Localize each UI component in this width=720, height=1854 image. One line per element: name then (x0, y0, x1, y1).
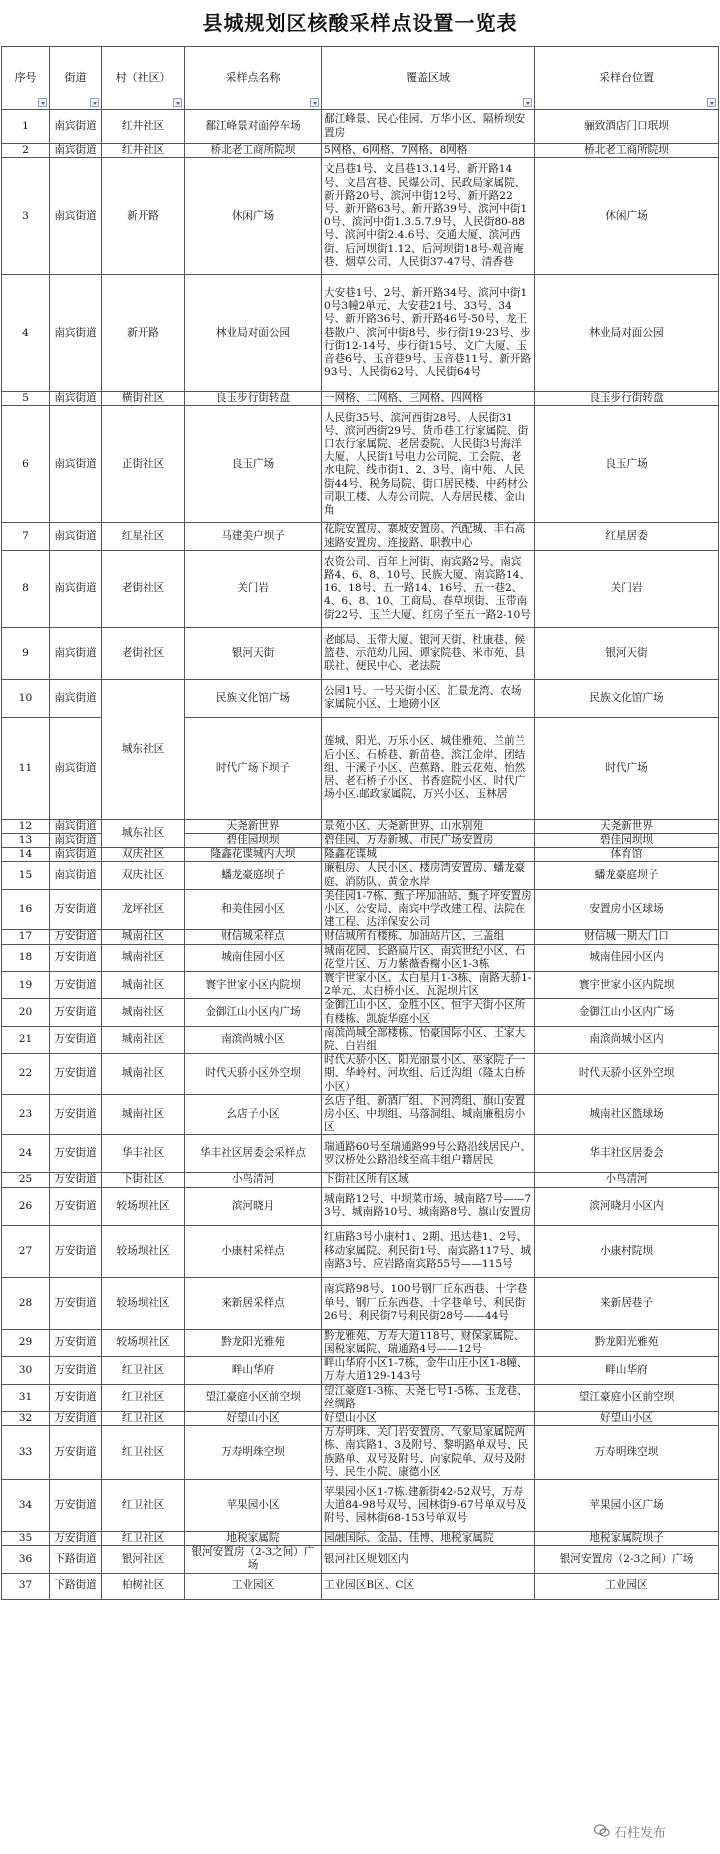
row-street: 南宾街道 (50, 679, 102, 717)
row-street: 万安街道 (50, 1094, 102, 1135)
row-no: 29 (2, 1329, 50, 1356)
row-position: 好望山小区 (535, 1411, 719, 1425)
row-village: 新开路 (102, 275, 185, 392)
filter-dropdown-icon[interactable] (310, 98, 319, 107)
row-street: 万安街道 (50, 1225, 102, 1277)
row-street: 南宾街道 (50, 717, 102, 819)
filter-dropdown-icon[interactable] (707, 98, 716, 107)
table-row (2, 1277, 719, 1329)
table-row (2, 144, 719, 158)
row-village: 横街社区 (102, 392, 185, 406)
row-village: 城南社区 (102, 944, 185, 971)
row-no: 22 (2, 1054, 50, 1095)
row-no: 4 (2, 275, 50, 392)
table-row (2, 930, 719, 944)
row-village: 城东社区 (102, 819, 185, 847)
row-coverage: 一网格、二网格、三网格、四网格 (322, 392, 535, 406)
row-position: 休闲广场 (535, 158, 719, 275)
row-coverage: 时代天骄小区、阳光丽景小区、巫家院子一期、华岭村、河坎组、后迁沟组（隆太白桥小区） (322, 1054, 535, 1095)
header-coverage[interactable]: 覆盖区域 (322, 47, 535, 110)
row-coverage: 财信城所有楼栋、加油站片区、三盖组 (322, 930, 535, 944)
table-row (2, 848, 719, 862)
row-street: 南宾街道 (50, 819, 102, 833)
row-village: 较场坝社区 (102, 1225, 185, 1277)
row-position: 关门岩 (535, 550, 719, 627)
row-village: 城南社区 (102, 1026, 185, 1053)
row-street: 南宾街道 (50, 392, 102, 406)
row-street: 万安街道 (50, 930, 102, 944)
row-no: 15 (2, 862, 50, 889)
row-no: 2 (2, 144, 50, 158)
row-street: 南宾街道 (50, 110, 102, 144)
row-position: 碧佳园坝坝 (535, 834, 719, 848)
row-no: 30 (2, 1357, 50, 1384)
row-site: 来新居采样点 (185, 1277, 322, 1329)
row-village: 城南社区 (102, 1094, 185, 1135)
wechat-icon (594, 1824, 610, 1838)
row-no: 3 (2, 158, 50, 275)
row-coverage: 园融国际、金晶、佳博、地税家属院 (322, 1531, 535, 1545)
filter-dropdown-icon[interactable] (173, 98, 182, 107)
row-village: 红卫社区 (102, 1357, 185, 1384)
row-no: 20 (2, 999, 50, 1026)
row-street: 南宾街道 (50, 523, 102, 550)
row-street: 下路街道 (50, 1573, 102, 1599)
header-street[interactable]: 街道 (50, 47, 102, 110)
row-position: 体育馆 (535, 848, 719, 862)
row-site: 华丰社区居委会采样点 (185, 1135, 322, 1173)
row-no: 6 (2, 406, 50, 523)
table-row (2, 1329, 719, 1356)
row-site: 小康村采样点 (185, 1225, 322, 1277)
row-coverage: 瑞通路60号至瑞通路99号公路沿线居民户、罗汉桥处公路沿线至高丰组户籍居民 (322, 1135, 535, 1173)
row-coverage: 黔龙雅苑、万寿大道118号、财保家属院、国税家属院、瑞通路4号——12号 (322, 1329, 535, 1356)
row-site: 滨河晓月 (185, 1187, 322, 1225)
row-no: 34 (2, 1479, 50, 1531)
row-position: 小鸟清河 (535, 1173, 719, 1187)
row-no: 31 (2, 1384, 50, 1411)
row-village: 龙坪社区 (102, 889, 185, 930)
row-site: 桥北老工商所院坝 (185, 144, 322, 158)
row-position: 时代广场 (535, 717, 719, 819)
row-coverage: 下街社区所有区域 (322, 1173, 535, 1187)
row-coverage: 万寿明珠、关门岩安置房、气象局家属院两栋、南宾路1、3及附号、黎明路单双号、民族路单、双号及附号、向家院单、双号及附号、民生小院、康德小区 (322, 1426, 535, 1480)
row-position: 林业局对面公园 (535, 275, 719, 392)
row-site: 城南佳园小区 (185, 944, 322, 971)
row-position: 地税家属院坝子 (535, 1531, 719, 1545)
row-no: 18 (2, 944, 50, 971)
row-position: 畔山华府 (535, 1357, 719, 1384)
row-village: 红卫社区 (102, 1426, 185, 1480)
row-village: 城东社区 (102, 679, 185, 819)
row-no: 7 (2, 523, 50, 550)
row-position: 黔龙阳光雅苑 (535, 1329, 719, 1356)
row-coverage: 红庙路3号小康村1、2期、迅达巷1、2号、移动家属院、利民街1号、南宾路117号、城南路3号、应岩路南宾路55号——115号 (322, 1225, 535, 1277)
row-street: 南宾街道 (50, 834, 102, 848)
table-row (2, 275, 719, 392)
table-row (2, 1479, 719, 1531)
row-coverage: 农资公司、百年上河街、南宾路2号、南宾路4、6、8、10号、民族大厦、南宾路14、16、18号、五一路14、16号、五一巷2、4、6、8、10、工商局、春草坝街、玉带南街22号、玉兰大厦、红房子至五一路2-10号 (322, 550, 535, 627)
row-site: 良玉步行街转盘 (185, 392, 322, 406)
row-no: 27 (2, 1225, 50, 1277)
row-street: 南宾街道 (50, 406, 102, 523)
row-village: 城南社区 (102, 1054, 185, 1095)
table-row (2, 819, 719, 833)
row-coverage: 文昌巷1号、文昌巷13.14号、新开路14号、文昌宫巷、民爆公司、民政局家属院、新开路20号、滨河中街12号、新开路22号、新开路63号、新开路39号、滨河中街10号、滨河中街1.3.5.7.9号、人民街80-88号、滨河中街2.4.6号、交通大厦、滨河西街、后河坝街1.12、后河坝街18号-观音庵巷、烟草公司、人民街37-47号、清香巷 (322, 158, 535, 275)
filter-dropdown-icon[interactable] (38, 98, 47, 107)
row-site: 和美佳园小区 (185, 889, 322, 930)
row-village: 红井社区 (102, 144, 185, 158)
filter-dropdown-icon[interactable] (90, 98, 99, 107)
table-row (2, 944, 719, 971)
row-coverage: 景苑小区、天尧新世界、山水别苑 (322, 819, 535, 833)
row-site: 幺店子小区 (185, 1094, 322, 1135)
table-row (2, 679, 719, 717)
row-street: 万安街道 (50, 1384, 102, 1411)
row-village: 柏树社区 (102, 1573, 185, 1599)
row-village: 银河社区 (102, 1546, 185, 1573)
row-coverage: 老邮局、玉带大厦、银河天街、杜康巷、候篮巷、示范幼儿园、谭家院巷、米市苑、县联社、便民中心、老法院 (322, 627, 535, 679)
row-position: 时代天骄小区外空坝 (535, 1054, 719, 1095)
row-street: 万安街道 (50, 1187, 102, 1225)
watermark (594, 1820, 712, 1842)
row-site: 南滨尚城小区 (185, 1026, 322, 1053)
table-row (2, 1054, 719, 1095)
row-site: 黔龙阳光雅苑 (185, 1329, 322, 1356)
row-no: 8 (2, 550, 50, 627)
row-no: 11 (2, 717, 50, 819)
row-no: 25 (2, 1173, 50, 1187)
row-site: 工业园区 (185, 1573, 322, 1599)
row-no: 13 (2, 834, 50, 848)
row-no: 37 (2, 1573, 50, 1599)
row-no: 19 (2, 972, 50, 999)
table-row (2, 158, 719, 275)
header-position[interactable]: 采样台位置 (535, 47, 719, 110)
row-no: 24 (2, 1135, 50, 1173)
row-street: 万安街道 (50, 1357, 102, 1384)
row-site: 万寿明珠空坝 (185, 1426, 322, 1480)
row-street: 万安街道 (50, 944, 102, 971)
row-street: 万安街道 (50, 1173, 102, 1187)
row-position: 民族文化馆广场 (535, 679, 719, 717)
row-no: 35 (2, 1531, 50, 1545)
row-village: 老街社区 (102, 550, 185, 627)
watermark-text: 石柱发布 (614, 1825, 667, 1841)
row-site: 好望山小区 (185, 1411, 322, 1425)
row-street: 万安街道 (50, 999, 102, 1026)
row-village: 红井社区 (102, 110, 185, 144)
row-coverage: 城南路12号、中坝菜市场、城南路7号——73号、城南路10号、城南路8号、旗山安置房 (322, 1187, 535, 1225)
row-coverage: 5网格、6网格、7网格、8网格 (322, 144, 535, 158)
table-row (2, 1094, 719, 1135)
row-coverage: 银河社区规划区内 (322, 1546, 535, 1573)
row-position: 良玉步行街转盘 (535, 392, 719, 406)
page-title: 县城规划区核酸采样点设置一览表 (202, 11, 518, 35)
table-row (2, 1357, 719, 1384)
row-site: 鄱江峰景对面停车场 (185, 110, 322, 144)
row-no: 36 (2, 1546, 50, 1573)
row-site: 畔山华府 (185, 1357, 322, 1384)
row-site: 蟠龙豪庭坝子 (185, 862, 322, 889)
table-row (2, 999, 719, 1026)
row-site: 马建美户坝子 (185, 523, 322, 550)
row-no: 26 (2, 1187, 50, 1225)
row-village: 双庆社区 (102, 848, 185, 862)
row-no: 33 (2, 1426, 50, 1480)
row-village: 华丰社区 (102, 1135, 185, 1173)
table-row (2, 1187, 719, 1225)
row-site: 林业局对面公园 (185, 275, 322, 392)
table-row (2, 1426, 719, 1480)
row-no: 17 (2, 930, 50, 944)
row-coverage: 美佳园1-7栋、甄子坪加油站、甄子坪安置房小区、公安局、南宾中学改建工程、法院在建工程、达洋保安公司 (322, 889, 535, 930)
row-position: 苹果园小区广场 (535, 1479, 719, 1531)
row-street: 下路街道 (50, 1546, 102, 1573)
row-coverage: 望江豪庭1-3栋、天尧七号1-5栋、玉龙巷、丝绸路 (322, 1384, 535, 1411)
row-position: 华丰社区居委会 (535, 1135, 719, 1173)
table-row (2, 1026, 719, 1053)
row-street: 万安街道 (50, 972, 102, 999)
row-site: 隆鑫花谍城内大坝 (185, 848, 322, 862)
row-no: 32 (2, 1411, 50, 1425)
row-coverage: 南宾路98号、100号钢厂丘东西巷、十字巷单号、钢厂丘东西巷、十字巷单号、利民街26号、利民街7号利民街28号——44号 (322, 1277, 535, 1329)
row-street: 南宾街道 (50, 862, 102, 889)
row-village: 城南社区 (102, 930, 185, 944)
table-row (2, 1225, 719, 1277)
row-coverage: 廉租房、人民小区、楼房湾安置房、蟠龙豪庭、消防队、黄金水岸 (322, 862, 535, 889)
row-position: 红星居委 (535, 523, 719, 550)
row-street: 万安街道 (50, 889, 102, 930)
row-coverage: 南滨尚城全部楼栋、怡豪国际小区、王家大院、白岩组 (322, 1026, 535, 1053)
row-street: 万安街道 (50, 1135, 102, 1173)
row-coverage: 苹果园小区1-7栋.建新街42-52双号，万寿大道84-98号双号、园林街9-67号单双号及附号、园林街68-153号单双号 (322, 1479, 535, 1531)
row-coverage: 幺店子组、新酒厂组、下河湾组、旗山安置房小区、中坝组、马落洞组、城南廉租房小区 (322, 1094, 535, 1135)
header-site[interactable]: 采样点名称 (185, 47, 322, 110)
row-position: 天尧新世界 (535, 819, 719, 833)
row-site: 关门岩 (185, 550, 322, 627)
row-coverage: 寰宇世家小区、太白星月1-3栋、南路天骄1-2单元、太白桥小区、瓦泥坝片区 (322, 972, 535, 999)
table-row (2, 1546, 719, 1573)
row-street: 南宾街道 (50, 158, 102, 275)
row-position: 滨河晓月小区内 (535, 1187, 719, 1225)
table-row (2, 972, 719, 999)
row-site: 地税家属院 (185, 1531, 322, 1545)
row-no: 23 (2, 1094, 50, 1135)
row-coverage: 金御江山小区、金胜小区、恒宇天街小区所有楼栋、凯旋华庭小区 (322, 999, 535, 1026)
row-coverage: 碧佳园、万寿新城、市民广场安置房 (322, 834, 535, 848)
row-position: 寰宇世家小区内院坝 (535, 972, 719, 999)
row-street: 万安街道 (50, 1411, 102, 1425)
row-village: 红卫社区 (102, 1384, 185, 1411)
table-row (2, 1573, 719, 1599)
row-village: 老街社区 (102, 627, 185, 679)
row-site: 时代广场下坝子 (185, 717, 322, 819)
row-site: 银河安置房（2-3之间）广场 (185, 1546, 322, 1573)
row-site: 财信城采样点 (185, 930, 322, 944)
row-village: 城南社区 (102, 999, 185, 1026)
row-coverage: 大安巷1号、2号、新开路34号、滨河中街10号3幢2单元、大安巷21号、33号、34号、新开路36号、新开路46号-50号、龙王巷散户、滨河中街8号、步行街19-23号、步行街12-14号、步行街15号、文广大厦、玉音巷6号、玉音巷9号、玉音巷11号、新开路93号、人民街62号、人民街64号 (322, 275, 535, 392)
header-village[interactable]: 村（社区） (102, 47, 185, 110)
row-position: 桥北老工商所院坝 (535, 144, 719, 158)
row-site: 碧佳园坝坝 (185, 834, 322, 848)
row-position: 南滨尚城小区内 (535, 1026, 719, 1053)
row-site: 苹果园小区 (185, 1479, 322, 1531)
row-village: 较场坝社区 (102, 1277, 185, 1329)
row-site: 小鸟清河 (185, 1173, 322, 1187)
table-row (2, 1135, 719, 1173)
table-body (2, 110, 719, 1600)
row-site: 天尧新世界 (185, 819, 322, 833)
row-street: 万安街道 (50, 1531, 102, 1545)
row-site: 民族文化馆广场 (185, 679, 322, 717)
row-village: 红卫社区 (102, 1479, 185, 1531)
row-street: 南宾街道 (50, 550, 102, 627)
row-coverage: 莲城、阳光、万乐小区、城佳雅苑、兰前兰后小区、石桥巷、新苗巷、滨江金岸、团结组、干溪子小区、芭蕉路、胜云花苑、怡然居、老石桥子小区、书香庭院小区、时代广场小区.邮政家属院、万兴小区、玉林居 (322, 717, 535, 819)
row-no: 12 (2, 819, 50, 833)
row-coverage: 公园1号、一号天街小区、汇景龙湾、农场家属院小区、土地磅小区 (322, 679, 535, 717)
row-village: 新开路 (102, 158, 185, 275)
table-row (2, 1531, 719, 1545)
row-position: 工业园区 (535, 1573, 719, 1599)
table-row (2, 1173, 719, 1187)
row-no: 14 (2, 848, 50, 862)
table-row (2, 889, 719, 930)
row-site: 望江豪庭小区前空坝 (185, 1384, 322, 1411)
row-position: 骊致酒店门口珉坝 (535, 110, 719, 144)
row-coverage: 隆鑫花谍城 (322, 848, 535, 862)
row-street: 南宾街道 (50, 144, 102, 158)
row-site: 良玉广场 (185, 406, 322, 523)
row-coverage: 城南花园、长路扁片区、南宾世纪小区、石花堂片区、万力紫薇香榭小区1-3栋 (322, 944, 535, 971)
row-coverage: 鄱江峰景、民心佳园、万华小区、隔桥坝安置房 (322, 110, 535, 144)
row-position: 小康村院坝 (535, 1225, 719, 1277)
row-village: 下街社区 (102, 1173, 185, 1187)
row-position: 蟠龙豪庭坝子 (535, 862, 719, 889)
row-village: 城南社区 (102, 972, 185, 999)
row-site: 金御江山小区内广场 (185, 999, 322, 1026)
table-header-row (2, 47, 719, 110)
row-no: 9 (2, 627, 50, 679)
row-street: 万安街道 (50, 1277, 102, 1329)
row-site: 休闲广场 (185, 158, 322, 275)
row-position: 良玉广场 (535, 406, 719, 523)
row-village: 双庆社区 (102, 862, 185, 889)
table-row (2, 392, 719, 406)
row-street: 南宾街道 (50, 848, 102, 862)
table-row (2, 110, 719, 144)
row-coverage: 好望山小区 (322, 1411, 535, 1425)
sampling-sites-table (1, 46, 719, 1600)
row-no: 1 (2, 110, 50, 144)
table-row (2, 862, 719, 889)
table-row (2, 406, 719, 523)
row-village: 红星社区 (102, 523, 185, 550)
row-position: 安置房小区球场 (535, 889, 719, 930)
table-row (2, 523, 719, 550)
row-no: 5 (2, 392, 50, 406)
row-street: 万安街道 (50, 1426, 102, 1480)
row-position: 城南社区篮球场 (535, 1094, 719, 1135)
row-site: 寰宇世家小区内院坝 (185, 972, 322, 999)
row-coverage: 工业园区B区、C区 (322, 1573, 535, 1599)
row-position: 望江豪庭小区前空坝 (535, 1384, 719, 1411)
table-row (2, 1384, 719, 1411)
table-row (2, 550, 719, 627)
row-street: 万安街道 (50, 1026, 102, 1053)
row-no: 21 (2, 1026, 50, 1053)
table-row (2, 627, 719, 679)
row-no: 16 (2, 889, 50, 930)
row-position: 银河安置房（2-3之间）广场 (535, 1546, 719, 1573)
table-row (2, 1411, 719, 1425)
row-coverage: 人民街35号、滨河西街28号、人民街31号、滨河西街29号、货币巷工行家属院、街口农行家属院、老居委院、人民街3号海洋大厦、人民街1号电力公司院、工会院、老水电院、线市街1、2、3号、南中苑、人民街44号、税务局院、街口居民楼、中药材公司职工楼、人寿公司院、人寿居民楼、金山角 (322, 406, 535, 523)
row-village: 较场坝社区 (102, 1187, 185, 1225)
row-position: 城南佳园小区内 (535, 944, 719, 971)
row-position: 银河天街 (535, 627, 719, 679)
row-village: 红卫社区 (102, 1531, 185, 1545)
row-site: 时代天骄小区外空坝 (185, 1054, 322, 1095)
row-coverage: 花院安置房、寨坡安置房、汽配城、丰石高速路安置房、连接路、职教中心 (322, 523, 535, 550)
row-no: 10 (2, 679, 50, 717)
row-street: 万安街道 (50, 1054, 102, 1095)
row-coverage: 畔山华府小区1-7栋，金牛山庄小区1-8幢、万寿大道129-143号 (322, 1357, 535, 1384)
row-street: 万安街道 (50, 1329, 102, 1356)
row-village: 较场坝社区 (102, 1329, 185, 1356)
row-position: 万寿明珠空坝 (535, 1426, 719, 1480)
row-no: 28 (2, 1277, 50, 1329)
row-village: 正街社区 (102, 406, 185, 523)
row-position: 金御江山小区内广场 (535, 999, 719, 1026)
row-street: 南宾街道 (50, 275, 102, 392)
row-village: 红卫社区 (102, 1411, 185, 1425)
filter-dropdown-icon[interactable] (523, 98, 532, 107)
row-site: 银河天街 (185, 627, 322, 679)
row-street: 万安街道 (50, 1479, 102, 1531)
header-no[interactable]: 序号 (2, 47, 50, 110)
row-position: 来新居巷子 (535, 1277, 719, 1329)
row-position: 财信城一期大门口 (535, 930, 719, 944)
row-street: 南宾街道 (50, 627, 102, 679)
